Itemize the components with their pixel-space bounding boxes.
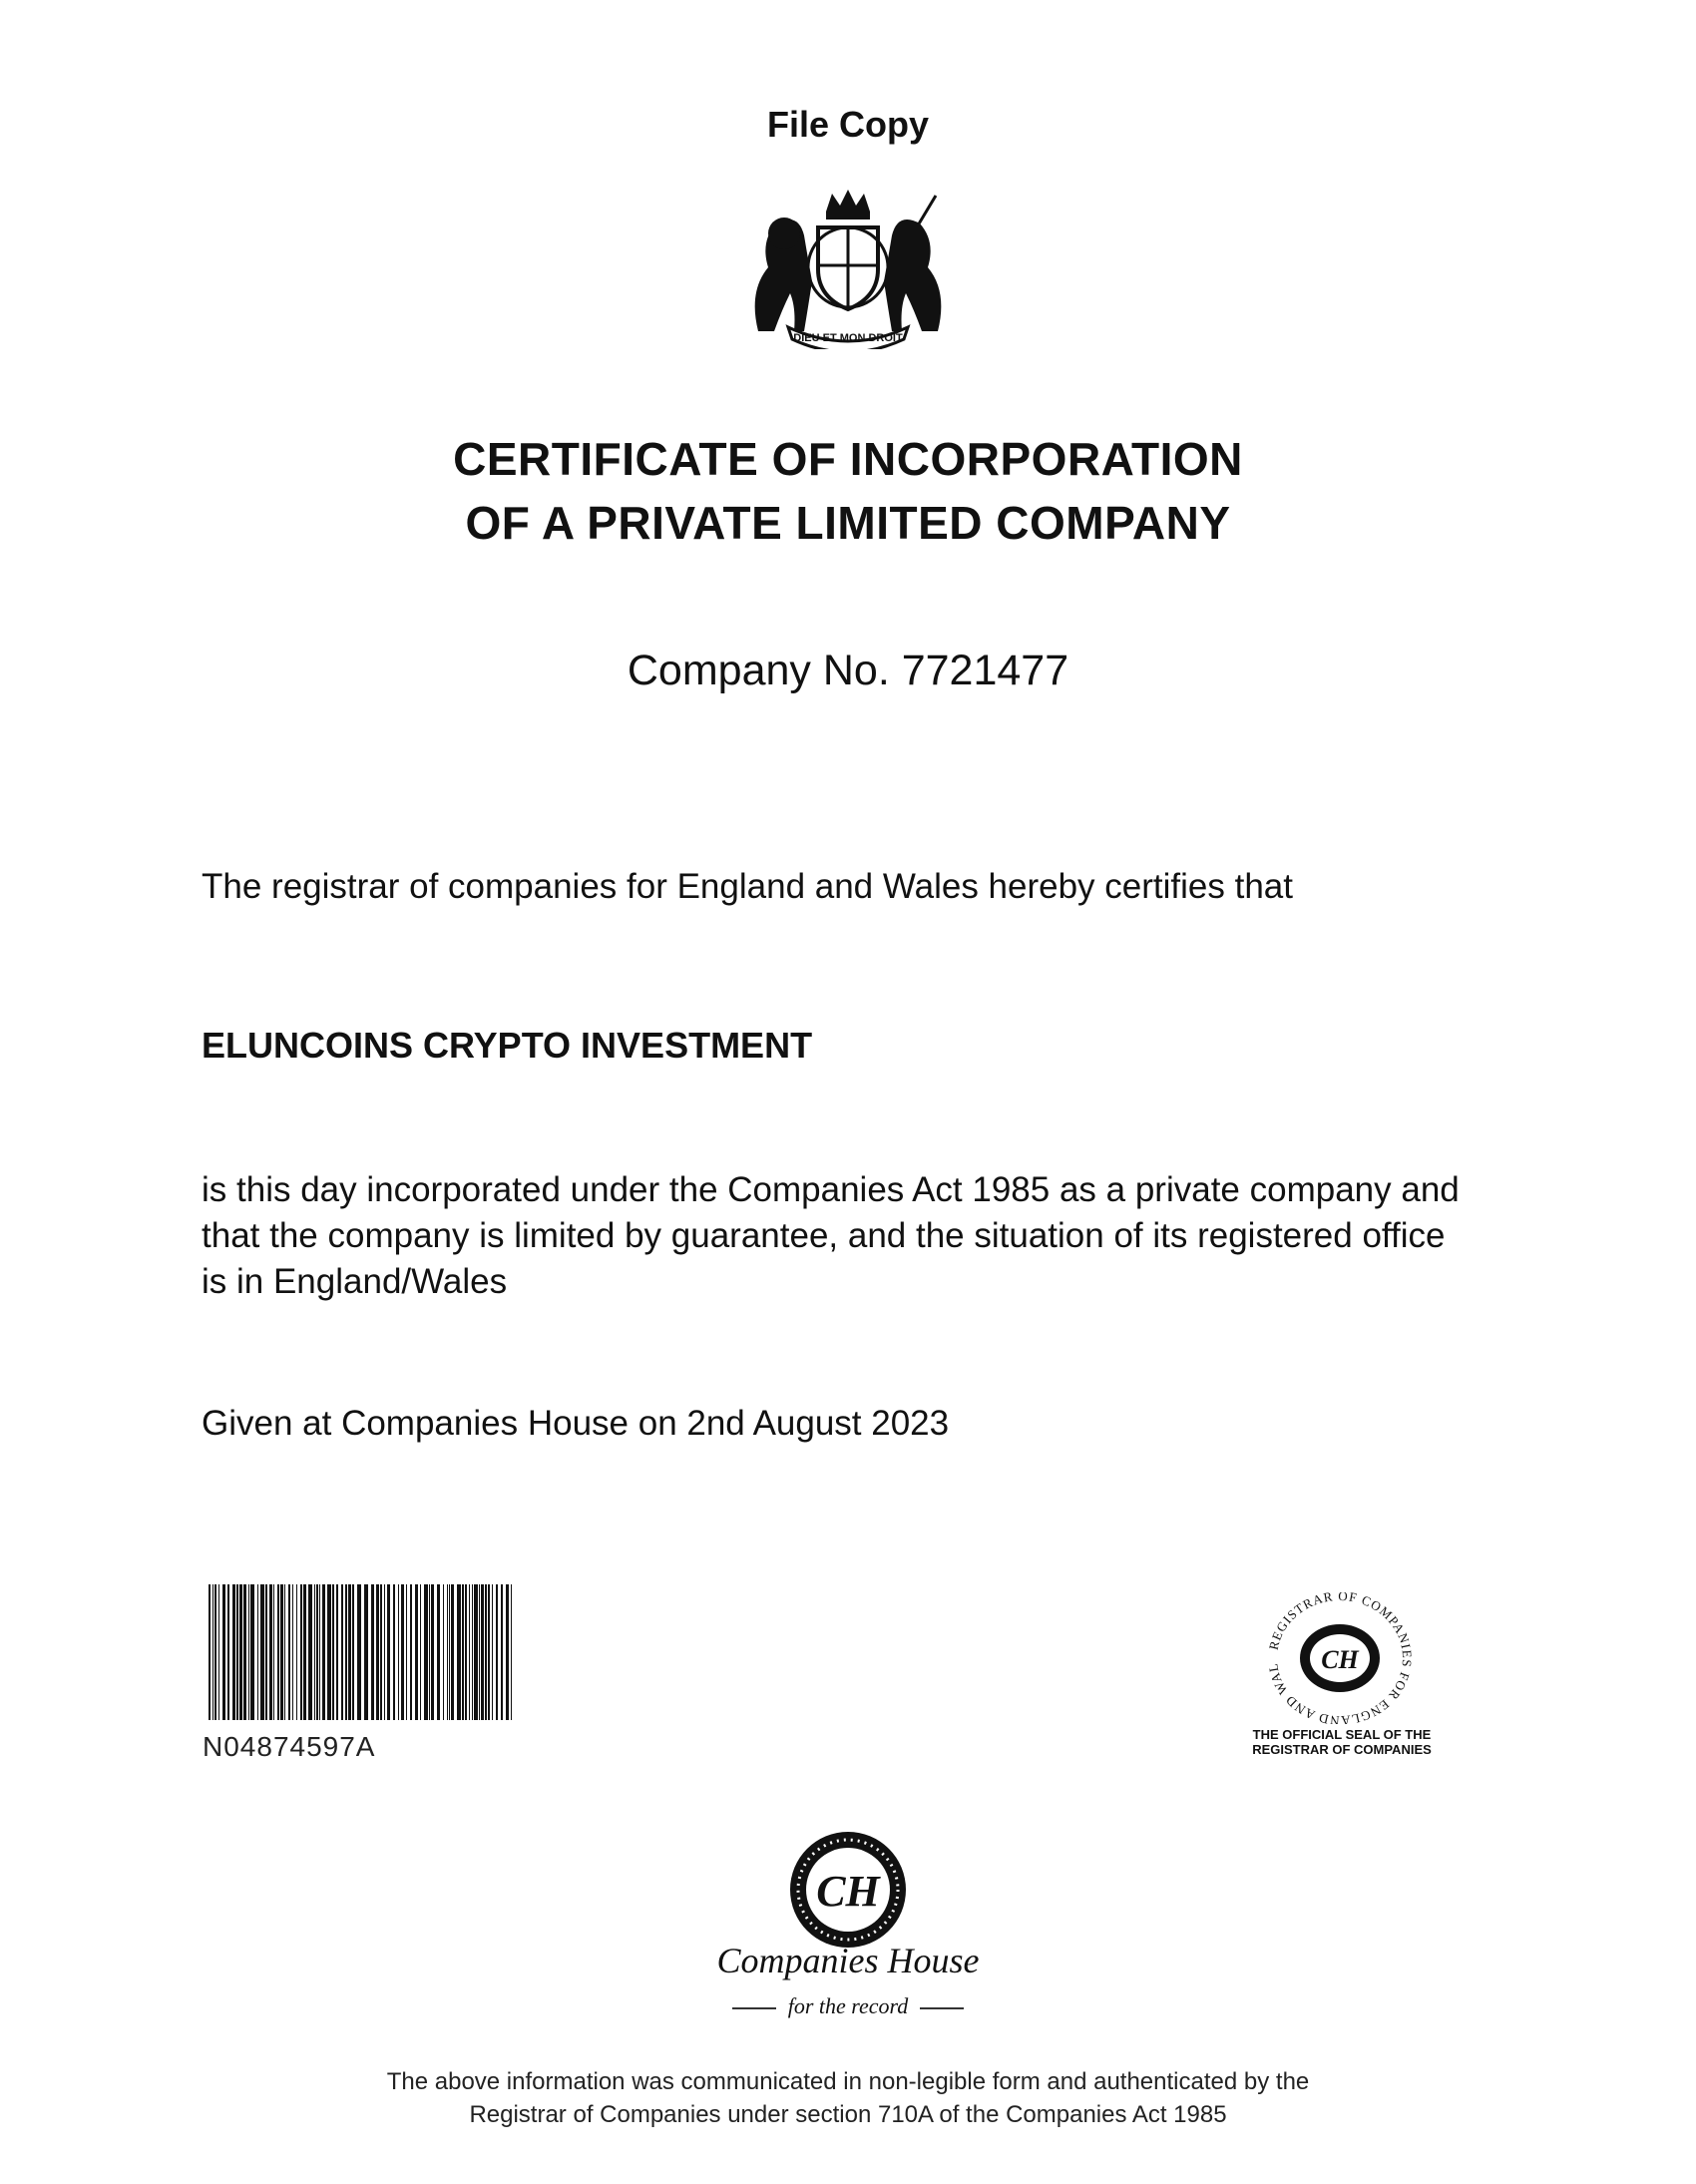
barcode-icon [207, 1584, 516, 1720]
file-copy-label: File Copy [766, 104, 930, 145]
registrar-seal-icon [1255, 1592, 1425, 1724]
barcode-number: N04874597A [203, 1731, 376, 1762]
incorporation-statement [202, 1167, 1518, 1305]
svg-text:CH: CH [816, 1867, 880, 1916]
seal-caption [1197, 1727, 1486, 1757]
companies-house-logo-icon [786, 1828, 910, 1952]
tagline-right-rule [920, 2007, 964, 2009]
companies-house-tagline [0, 1993, 1696, 2019]
incorporation-line-3: is in England/Wales [202, 1262, 508, 1301]
certificate-title [0, 427, 1696, 555]
tagline-left-rule [732, 2007, 776, 2009]
tagline-text: for the record [787, 1993, 909, 2018]
certificate-title-line-2: OF A PRIVATE LIMITED COMPANY [465, 497, 1231, 549]
svg-text:REGISTRAR OF COMPANIES FOR ENG: REGISTRAR OF COMPANIES FOR ENGLAND AND WAL [1265, 1592, 1416, 1724]
footer-note [0, 2065, 1696, 2131]
seal-caption-line-1: THE OFFICIAL SEAL OF THE [1252, 1727, 1432, 1742]
incorporation-line-2: that the company is limited by guarantee, and the situation of its registered office [202, 1216, 1446, 1255]
company-name: ELUNCOINS CRYPTO INVESTMENT [202, 1025, 813, 1066]
company-number: Company No. 7721477 [627, 647, 1069, 694]
given-date-statement: Given at Companies House on 2nd August 2023 [202, 1404, 950, 1443]
certificate-title-line-1: CERTIFICATE OF INCORPORATION [453, 433, 1243, 485]
svg-text:DIEU ET MON DROIT: DIEU ET MON DROIT [793, 332, 903, 344]
footer-line-1: The above information was communicated in non-legible form and authenticated by the [386, 2068, 1310, 2095]
incorporation-line-1: is this day incorporated under the Companies Act 1985 as a private company and [202, 1170, 1460, 1209]
certifies-statement: The registrar of companies for England and Wales hereby certifies that [202, 867, 1293, 906]
companies-house-name: Companies House [716, 1941, 980, 1980]
footer-line-2: Registrar of Companies under section 710A of the Companies Act 1985 [469, 2101, 1227, 2128]
royal-coat-of-arms-icon [738, 182, 958, 349]
svg-text:CH: CH [1321, 1645, 1359, 1674]
seal-caption-line-2: REGISTRAR OF COMPANIES [1252, 1742, 1432, 1757]
